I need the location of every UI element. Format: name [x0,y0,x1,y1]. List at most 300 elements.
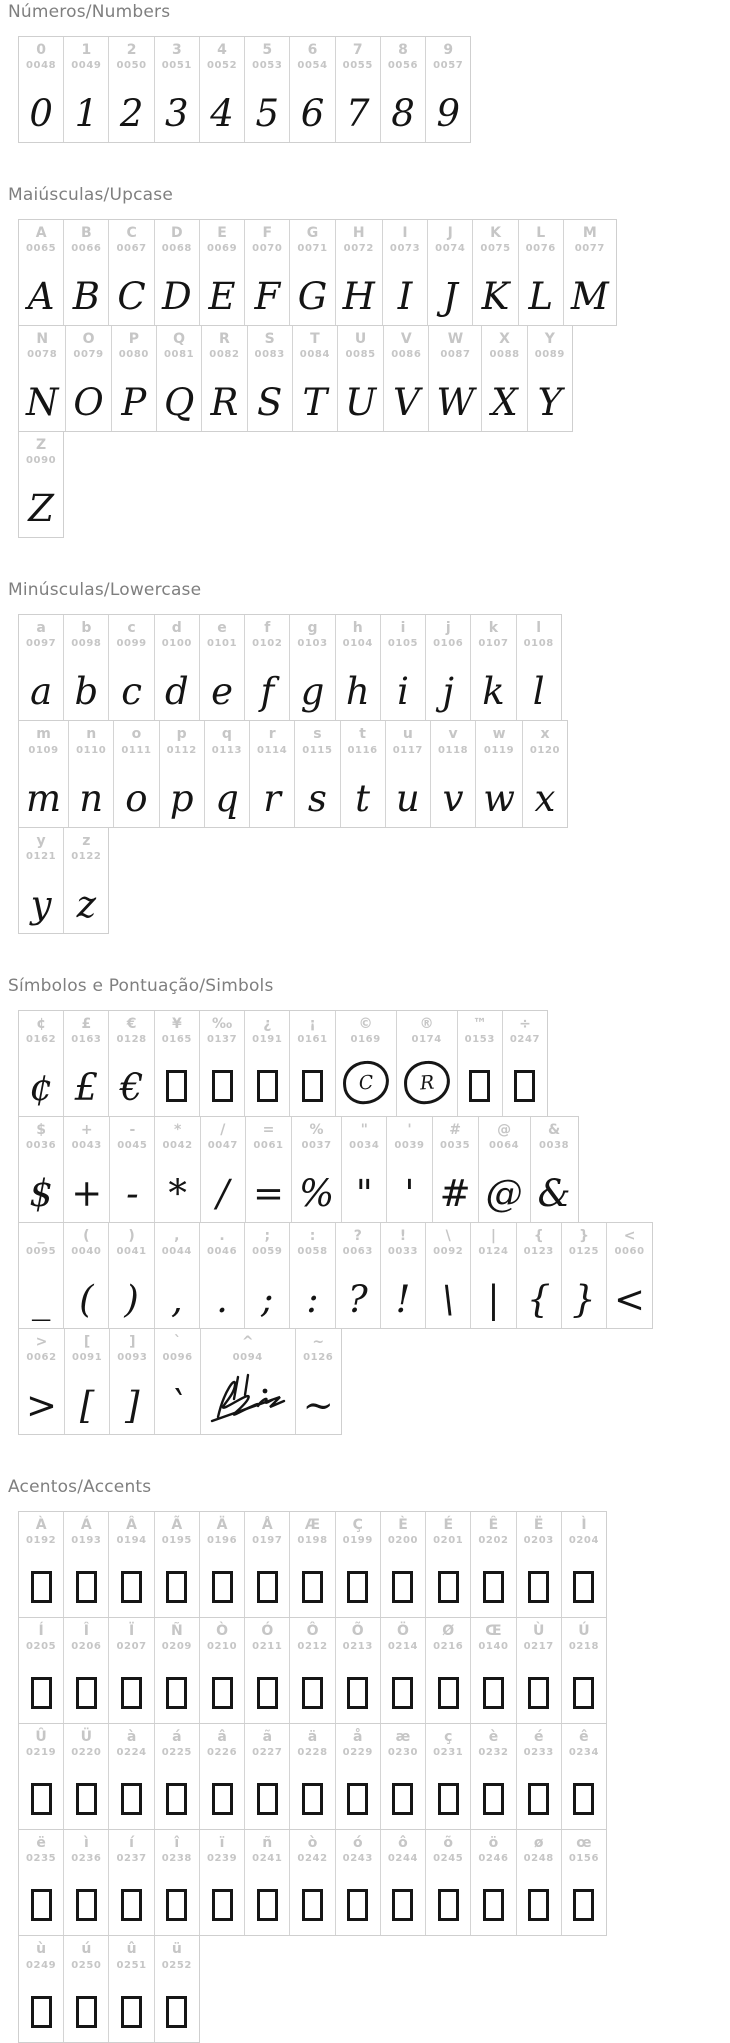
glyph-preview-area [257,1866,278,1930]
glyph-cell [340,721,385,826]
unicode-code: 0231 [433,1747,464,1759]
circled-letter-glyph [341,1059,390,1105]
unicode-code: 0242 [297,1853,328,1865]
glyph-cell [19,615,63,720]
glyph-cell [247,326,292,431]
glyph-cell [428,326,481,431]
reference-char: 7 [352,42,363,58]
unicode-code: 0086 [391,349,422,361]
signature-scribble-glyph [208,1373,288,1425]
reference-char: t [359,726,366,743]
glyph-preview: w [483,776,515,820]
unicode-code: 0252 [161,1959,192,1971]
glyph-preview: s [307,776,327,820]
unicode-code: 0246 [478,1853,509,1865]
missing-glyph-box [212,1571,233,1603]
reference-char: Ñ [170,1623,183,1640]
glyph-preview-area [404,1047,450,1111]
glyph-preview-area [253,1153,284,1217]
glyph-preview: = [252,1171,284,1215]
unicode-code: 0244 [387,1853,419,1865]
reference-char: Í [38,1623,44,1640]
unicode-code: 0091 [72,1352,103,1364]
glyph-cell [19,37,63,142]
glyph-preview: i [397,670,409,714]
unicode-code: 0116 [347,744,378,756]
glyph-section [8,2,730,143]
glyph-cell [470,1724,515,1829]
unicode-code: 0087 [440,349,471,361]
reference-char: g [307,620,318,637]
reference-char: > [35,1333,48,1350]
missing-glyph-box [31,1571,52,1603]
glyph-map [8,2,730,2043]
unicode-code: 0053 [252,60,283,72]
glyph-cell [295,1329,341,1434]
reference-char: = [262,1121,275,1138]
glyph-cell [200,1329,295,1434]
glyph-preview: * [168,1171,187,1215]
glyph-preview-area [301,651,325,715]
unicode-code: 0241 [252,1853,283,1865]
reference-char: é [533,1729,544,1746]
glyph-preview: 8 [391,92,415,136]
reference-char: u [402,726,413,743]
glyph-cell [425,1724,470,1829]
glyph-preview-area [302,1866,323,1930]
unicode-code: 0060 [614,1245,645,1257]
glyph-cell [470,1618,515,1723]
unicode-code: 0212 [297,1641,328,1653]
glyph-cell [341,1117,386,1222]
glyph-preview-area [535,758,556,822]
glyph-preview-area [346,73,370,137]
missing-glyph-box [347,1889,368,1921]
unicode-code: 0243 [342,1853,373,1865]
glyph-cell [244,37,289,142]
missing-glyph-box [483,1677,504,1709]
glyph-preview: $ [29,1171,53,1215]
glyph-preview: ¢ [29,1065,53,1109]
glyph-preview: a [30,670,53,714]
glyph-cell [380,1512,425,1617]
glyph-cell [470,1830,515,1935]
reference-char: P [128,331,139,348]
unicode-code: 0225 [161,1747,192,1759]
glyph-cell [335,1618,380,1723]
glyph-cell [380,1724,425,1829]
reference-char: â [217,1729,227,1746]
reference-char: ‰ [211,1015,233,1032]
reference-char: 8 [398,42,408,58]
glyph-preview-area [76,1654,97,1718]
glyph-row [18,827,109,934]
glyph-preview: < [614,1277,646,1321]
unicode-code: 0218 [568,1641,600,1653]
missing-glyph-box [438,1571,459,1603]
glyph-preview: } [572,1277,596,1321]
glyph-preview-area [121,362,146,426]
glyph-preview: S [256,381,283,425]
reference-char: z [82,832,91,849]
unicode-code: 0062 [26,1352,57,1364]
unicode-code: 0061 [253,1139,284,1151]
glyph-cell [19,1936,63,2041]
glyph-cell [289,1724,334,1829]
missing-glyph-box [212,1070,233,1102]
glyph-row [18,1116,579,1223]
glyph-section [8,1477,730,2042]
glyph-cell [19,1724,63,1829]
glyph-preview-area [211,651,233,715]
glyph-cell [244,220,289,325]
unicode-code: 0069 [206,243,238,255]
glyph-cell [199,1512,244,1617]
unicode-code: 0036 [26,1139,57,1151]
unicode-code: 0041 [116,1245,147,1257]
unicode-code: 0109 [28,744,59,756]
unicode-code: 0050 [116,60,147,72]
unicode-code: 0140 [478,1641,509,1653]
glyph-preview-area [212,1047,233,1111]
unicode-code: 0080 [118,349,149,361]
reference-char: n [86,726,97,743]
glyph-preview: € [119,1065,144,1109]
unicode-code: 0191 [252,1033,283,1045]
reference-char: % [309,1121,324,1138]
glyph-preview-area [124,1259,138,1323]
glyph-preview-area [217,1153,229,1217]
reference-char: S [264,331,275,348]
glyph-cell [606,1223,652,1328]
glyph-preview-area [397,651,409,715]
glyph-preview-area [168,1365,187,1429]
unicode-code: 0035 [440,1139,471,1151]
reference-char: W [447,331,464,348]
glyph-preview-area [528,1654,549,1718]
glyph-row [18,1010,548,1117]
glyph-cell [430,721,475,826]
unicode-code: 0196 [206,1535,238,1547]
unicode-code: 0112 [166,744,197,756]
section-title: Minúsculas/Lowercase [8,580,202,601]
glyph-preview: X [491,381,518,425]
reference-char: ç [444,1729,453,1746]
glyph-preview-area [392,1654,413,1718]
unicode-code: 0248 [523,1853,554,1865]
unicode-code: 0097 [26,638,57,650]
glyph-preview-area [469,1047,490,1111]
reference-char: R [219,331,230,348]
reference-char: # [449,1121,461,1138]
missing-glyph-box [469,1070,490,1102]
reference-char: Ã [171,1517,183,1534]
glyph-cell [425,37,470,142]
reference-char: 0 [36,42,46,58]
reference-char: e [217,620,227,637]
glyph-cell [154,1011,199,1116]
reference-char: Y [544,331,555,348]
glyph-preview-area [572,1259,596,1323]
glyph-cell [19,1830,63,1935]
glyph-row [18,219,617,326]
unicode-code: 0211 [252,1641,283,1653]
reference-char: Ó [261,1623,274,1640]
glyph-preview: N [26,381,59,425]
glyph-preview: Q [163,381,195,425]
reference-char: k [488,620,499,637]
glyph-preview-area [308,758,327,822]
glyph-cell [470,1512,515,1617]
reference-char: , [174,1227,180,1244]
unicode-code: 0220 [71,1747,102,1759]
missing-glyph-box [347,1677,368,1709]
reference-char: ` [174,1333,182,1350]
unicode-code: 0216 [433,1641,464,1653]
unicode-code: 0056 [387,60,419,72]
glyph-row [18,720,568,827]
missing-glyph-box [31,1889,52,1921]
glyph-preview-area [32,1259,51,1323]
glyph-preview: 0 [29,92,53,136]
unicode-code: 0038 [538,1139,570,1151]
glyph-cell [64,1329,109,1434]
reference-char: $ [36,1121,46,1138]
reference-char: ñ [262,1835,273,1852]
glyph-preview-area [442,651,453,715]
reference-char: ' [407,1121,412,1138]
missing-glyph-box [166,1571,187,1603]
glyph-cell [249,721,294,826]
unicode-code: 0200 [387,1535,419,1547]
glyph-cell [516,1830,561,1935]
glyph-preview-area [528,256,553,320]
reference-char: . [219,1227,225,1244]
unicode-code: 0165 [161,1033,192,1045]
glyph-preview-area [31,1654,52,1718]
reference-char: ) [128,1227,135,1244]
unicode-code: 0089 [534,349,565,361]
reference-char: 3 [171,42,182,58]
reference-char: ó [352,1835,363,1852]
glyph-preview-area [168,1153,187,1217]
glyph-preview-area [256,73,280,137]
glyph-cell [154,220,199,325]
glyph-preview-area [302,1654,323,1718]
glyph-preview: 5 [255,92,280,136]
glyph-preview: . [216,1277,228,1321]
glyph-preview: , [170,1277,183,1321]
glyph-preview-area [573,1866,594,1930]
glyph-preview-area [79,758,103,822]
glyph-preview-area [215,758,239,822]
glyph-preview: 7 [345,92,370,136]
glyph-preview-area [170,758,194,822]
glyph-preview: C [117,275,146,319]
unicode-code: 0043 [71,1139,102,1151]
glyph-preview: £ [74,1065,99,1109]
reference-char: B [81,225,92,242]
glyph-cell [425,615,470,720]
glyph-preview: T [302,381,328,425]
unicode-code: 0119 [483,744,515,756]
glyph-rows [8,614,730,933]
unicode-code: 0052 [206,60,238,72]
glyph-preview-area [302,1548,323,1612]
glyph-cell [65,326,110,431]
unicode-code: 0197 [252,1535,283,1547]
glyph-cell [289,615,334,720]
reference-char: [ [83,1333,91,1350]
glyph-preview-area [166,1654,187,1718]
glyph-preview-area [260,651,274,715]
missing-glyph-box [212,1889,233,1921]
section-title: Números/Numbers [8,2,171,22]
reference-char: f [264,620,271,637]
glyph-preview-area [125,758,147,822]
glyph-preview: q [215,776,239,820]
glyph-cell [199,1011,244,1116]
reference-char: X [499,331,510,348]
unicode-code: 0210 [206,1641,238,1653]
section-title: Símbolos e Pontuação/Simbols [8,975,274,996]
unicode-code: 0071 [297,243,328,255]
glyph-preview-area [121,1760,142,1824]
glyph-preview-area [302,1760,323,1824]
glyph-preview: 3 [165,92,189,136]
unicode-code: 0083 [254,349,285,361]
glyph-preview-area [26,758,61,822]
unicode-code: 0078 [27,349,58,361]
missing-glyph-box [31,1677,52,1709]
unicode-code: 0113 [211,744,243,756]
missing-glyph-box [212,1783,233,1815]
glyph-preview-area [165,651,189,715]
glyph-preview: o [125,776,148,820]
glyph-cell [108,1724,153,1829]
glyph-preview-area [76,1760,97,1824]
reference-char: / [220,1121,226,1138]
glyph-rows [8,1010,730,1435]
glyph-preview-area [438,1760,459,1824]
reference-char: ( [83,1227,90,1244]
glyph-preview-area [347,1866,368,1930]
glyph-preview-area [212,1654,233,1718]
unicode-code: 0075 [480,243,511,255]
reference-char: F [262,225,273,242]
glyph-preview-area [343,256,375,320]
glyph-preview: @ [485,1171,523,1215]
glyph-cell [108,1830,153,1935]
unicode-code: 0066 [71,243,102,255]
section-title: Maiúsculas/Upcase [8,185,173,206]
glyph-cell [425,1618,470,1723]
unicode-code: 0059 [252,1245,283,1257]
missing-glyph-box [438,1889,459,1921]
glyph-cell [63,828,108,933]
missing-glyph-box [76,1996,97,2028]
glyph-cell [380,1830,425,1935]
missing-glyph-box [166,1070,187,1102]
glyph-cell [481,326,526,431]
unicode-code: 0201 [433,1535,464,1547]
glyph-preview-area [166,1973,187,2037]
unicode-code: 0103 [297,638,328,650]
glyph-cell [472,220,517,325]
glyph-preview-area [121,1654,142,1718]
reference-char: r [268,726,276,743]
glyph-preview-area [31,864,52,928]
glyph-preview-area [80,1365,94,1429]
glyph-preview-area [257,1654,278,1718]
glyph-cell [154,1724,199,1829]
reference-char: î [174,1835,180,1852]
glyph-preview-area [404,1153,414,1217]
glyph-cell [19,326,65,431]
glyph-preview-area [73,256,100,320]
glyph-preview-area [76,1973,97,2037]
glyph-preview: : [306,1277,319,1321]
reference-char: V [400,331,412,348]
glyph-cell [470,615,515,720]
missing-glyph-box [257,1783,278,1815]
glyph-preview-area [538,362,562,426]
glyph-preview: [ [79,1384,95,1428]
missing-glyph-box [76,1889,97,1921]
unicode-code: 0088 [489,349,520,361]
glyph-preview-area [28,468,54,532]
reference-char: Â [126,1517,137,1534]
glyph-preview: I [397,275,413,319]
glyph-preview: D [161,275,192,319]
unicode-code: 0082 [209,349,240,361]
reference-char: d [171,620,182,637]
glyph-preview-area [298,256,328,320]
glyph-cell [244,1011,289,1116]
glyph-preview-area [483,1548,504,1612]
glyph-cell [19,1223,63,1328]
unicode-code: 0077 [574,243,605,255]
glyph-cell [63,1117,109,1222]
reference-char: i [400,620,406,637]
glyph-cell [108,1936,153,2041]
missing-glyph-box [257,1070,278,1102]
glyph-preview-area [29,1047,53,1111]
reference-char: Å [261,1517,273,1534]
glyph-cell [427,220,472,325]
glyph-preview-area [121,1866,142,1930]
unicode-code: 0122 [71,850,102,862]
glyph-cell [108,37,153,142]
unicode-code: 0085 [345,349,376,361]
glyph-cell [154,1618,199,1723]
glyph-cell [396,1011,457,1116]
glyph-preview: 6 [300,92,325,136]
glyph-preview: \ [441,1277,455,1321]
glyph-preview: F [254,275,281,319]
missing-glyph-box [528,1571,549,1603]
glyph-preview: ) [124,1277,139,1321]
glyph-cell [245,1117,291,1222]
reference-char: C [126,225,137,242]
unicode-code: 0239 [206,1853,238,1865]
glyph-cell [199,220,244,325]
glyph-preview-area [528,1866,549,1930]
glyph-preview-area [343,1047,389,1111]
unicode-code: 0073 [389,243,421,255]
glyph-cell [63,220,108,325]
unicode-code: 0065 [26,243,57,255]
